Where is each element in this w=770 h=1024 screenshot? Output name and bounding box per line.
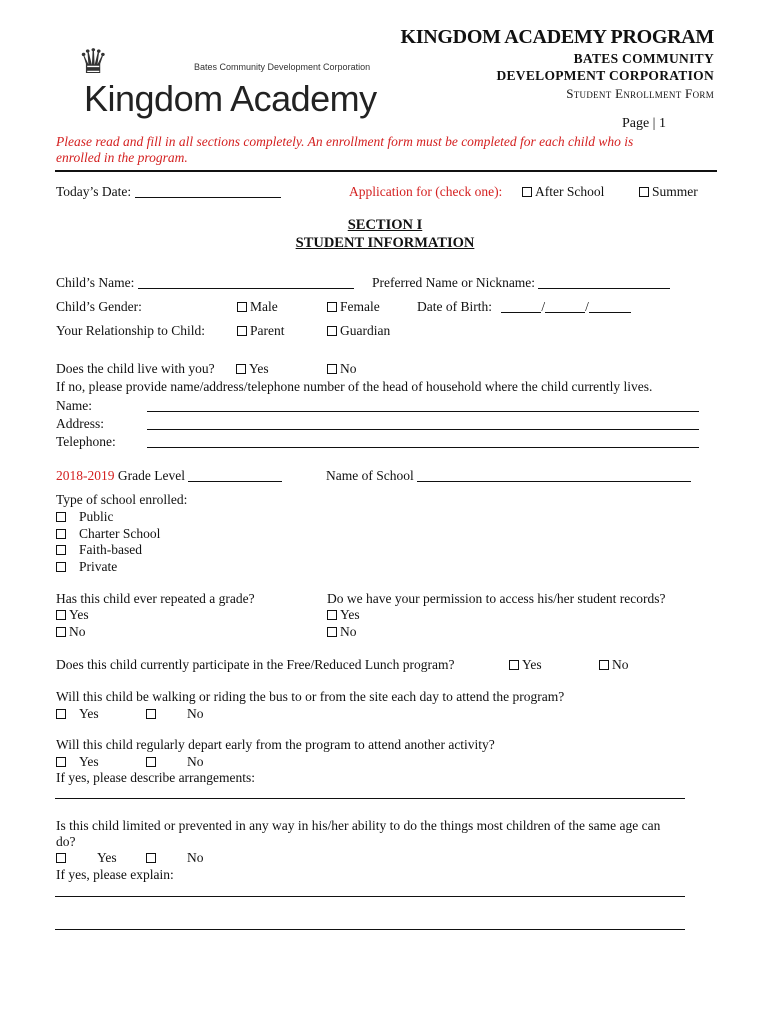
section-subtitle: STUDENT INFORMATION (295, 235, 475, 251)
gender-male-option[interactable] (237, 299, 278, 315)
live-with-you-label: Does the child live with you? (56, 361, 215, 376)
live-yes-label: Yes (249, 361, 269, 376)
preferred-name-row (372, 275, 670, 291)
lunch-no-option[interactable] (599, 657, 629, 673)
permission-records-question: Do we have your permission to access his/her student records? (327, 591, 666, 606)
school-type-label: Faith-based (79, 542, 142, 557)
depart-no-checkbox[interactable] (146, 757, 156, 767)
school-type-label: Charter School (79, 526, 161, 541)
preferred-name-field[interactable] (538, 276, 670, 289)
guardian-checkbox[interactable] (327, 326, 337, 336)
limited-yes-label: Yes (97, 850, 117, 865)
please-explain-label: If yes, please explain: (56, 867, 174, 882)
permission-no-option[interactable] (327, 624, 357, 640)
program-title: KINGDOM ACADEMY PROGRAM (400, 26, 714, 48)
lunch-no-label: No (612, 657, 629, 672)
repeated-yes-checkbox[interactable] (56, 610, 66, 620)
walking-bus-question: Will this child be walking or riding the bus to or from the site each day to attend the program? (56, 689, 565, 704)
grade-level-field[interactable] (188, 469, 282, 482)
live-yes-option[interactable] (236, 361, 269, 377)
walking-yes-label: Yes (79, 706, 99, 721)
hh-name-label: Name: (56, 398, 92, 413)
permission-yes-option[interactable] (327, 607, 360, 623)
walking-no-checkbox[interactable] (146, 709, 156, 719)
walking-yes-option[interactable] (56, 706, 99, 722)
dob-separator: / (585, 299, 589, 314)
school-type-checkbox[interactable] (56, 529, 66, 539)
parent-option[interactable] (237, 323, 285, 339)
summer-option[interactable] (639, 184, 698, 200)
page-number: Page | 1 (621, 116, 666, 131)
school-type-option[interactable] (56, 509, 114, 525)
instructions-line2: enrolled in the program. (56, 150, 188, 165)
parent-checkbox[interactable] (237, 326, 247, 336)
arrangements-field[interactable] (55, 798, 685, 799)
dob-month-field[interactable] (501, 300, 541, 313)
lunch-no-checkbox[interactable] (599, 660, 609, 670)
todays-date-label: Today’s Date: (56, 184, 132, 199)
permission-no-checkbox[interactable] (327, 627, 337, 637)
dob-day-field[interactable] (545, 300, 585, 313)
school-type-option[interactable] (56, 559, 117, 575)
instructions-line1: Please read and fill in all sections completely. An enrollment form must be completed for each child who is (56, 134, 634, 149)
limited-yes-checkbox[interactable] (56, 853, 66, 863)
org-name-line1: BATES COMMUNITY (573, 51, 714, 66)
school-name-field[interactable] (417, 469, 691, 482)
male-label: Male (250, 299, 278, 314)
depart-no-label: No (187, 754, 204, 769)
gender-female-option[interactable] (327, 299, 380, 315)
todays-date-field[interactable] (135, 185, 281, 198)
grade-level-label: Grade Level (117, 468, 185, 483)
form-name: Student Enrollment Form (566, 86, 714, 101)
limited-question-line2: do? (56, 834, 76, 849)
female-checkbox[interactable] (327, 302, 337, 312)
permission-yes-label: Yes (340, 607, 360, 622)
summer-checkbox[interactable] (639, 187, 649, 197)
org-name-line2: DEVELOPMENT CORPORATION (496, 68, 714, 83)
grade-level-row (56, 468, 282, 484)
after-school-label: After School (535, 184, 605, 199)
live-yes-checkbox[interactable] (236, 364, 246, 374)
school-type-label: Type of school enrolled: (56, 492, 188, 507)
head-household-text: If no, please provide name/address/telephone number of the head of household where the child currently lives. (56, 379, 653, 394)
hh-telephone-field[interactable] (147, 447, 699, 448)
school-type-checkbox[interactable] (56, 562, 66, 572)
after-school-option[interactable] (522, 184, 604, 200)
logo-crown-icon: ♛ (78, 44, 109, 81)
after-school-checkbox[interactable] (522, 187, 532, 197)
header-divider (55, 170, 717, 172)
dob-label: Date of Birth: (417, 299, 492, 314)
repeated-yes-label: Yes (69, 607, 89, 622)
permission-yes-checkbox[interactable] (327, 610, 337, 620)
section-title: SECTION I (347, 217, 423, 233)
explain-field[interactable] (55, 929, 685, 930)
repeated-yes-option[interactable] (56, 607, 89, 623)
school-type-checkbox[interactable] (56, 545, 66, 555)
depart-yes-label: Yes (79, 754, 99, 769)
depart-early-question: Will this child regularly depart early from the program to attend another activity? (56, 737, 495, 752)
depart-yes-checkbox[interactable] (56, 757, 66, 767)
explain-field[interactable] (55, 896, 685, 897)
male-checkbox[interactable] (237, 302, 247, 312)
live-no-option[interactable] (327, 361, 357, 377)
parent-label: Parent (250, 323, 285, 338)
repeated-no-checkbox[interactable] (56, 627, 66, 637)
limited-no-label: No (187, 850, 204, 865)
child-name-label: Child’s Name: (56, 275, 135, 290)
lunch-yes-label: Yes (522, 657, 542, 672)
female-label: Female (340, 299, 380, 314)
repeated-no-label: No (69, 624, 86, 639)
school-name-row (326, 468, 691, 484)
preferred-name-label: Preferred Name or Nickname: (372, 275, 536, 290)
child-name-field[interactable] (138, 276, 354, 289)
limited-question-line1: Is this child limited or prevented in any way in his/her ability to do the things most children of the same age can (56, 818, 661, 833)
todays-date-row (56, 184, 281, 200)
school-name-label: Name of School (326, 468, 414, 483)
child-gender-label: Child’s Gender: (56, 299, 142, 314)
guardian-option[interactable] (327, 323, 390, 339)
summer-label: Summer (652, 184, 698, 199)
limited-yes-option[interactable] (56, 850, 117, 866)
guardian-label: Guardian (340, 323, 391, 338)
depart-yes-option[interactable] (56, 754, 99, 770)
live-no-checkbox[interactable] (327, 364, 337, 374)
hh-address-field[interactable] (147, 429, 699, 430)
walking-yes-checkbox[interactable] (56, 709, 66, 719)
dob-year-field[interactable] (589, 300, 631, 313)
lunch-yes-option[interactable] (509, 657, 542, 673)
walking-no-label: No (187, 706, 204, 721)
limited-no-option[interactable] (146, 850, 204, 866)
school-type-label: Public (79, 509, 114, 524)
dob-separator: / (541, 299, 546, 314)
school-type-option[interactable] (56, 542, 142, 558)
depart-no-option[interactable] (146, 754, 204, 770)
school-type-checkbox[interactable] (56, 512, 66, 522)
school-type-label: Private (79, 559, 118, 574)
repeated-grade-question: Has this child ever repeated a grade? (56, 591, 255, 606)
dob-row (417, 299, 631, 315)
child-name-row (56, 275, 354, 291)
repeated-no-option[interactable] (56, 624, 86, 640)
hh-telephone-label: Telephone: (56, 434, 116, 449)
school-type-option[interactable] (56, 526, 160, 542)
relationship-label: Your Relationship to Child: (56, 323, 206, 338)
hh-address-label: Address: (56, 416, 104, 431)
live-no-label: No (340, 361, 357, 376)
walking-no-option[interactable] (146, 706, 204, 722)
limited-no-checkbox[interactable] (146, 853, 156, 863)
application-for-label: Application for (check one): (349, 184, 503, 199)
lunch-question: Does this child currently participate in the Free/Reduced Lunch program? (56, 657, 455, 672)
permission-no-label: No (340, 624, 357, 639)
hh-name-field[interactable] (147, 411, 699, 412)
describe-arrangements-label: If yes, please describe arrangements: (56, 770, 256, 785)
lunch-yes-checkbox[interactable] (509, 660, 519, 670)
logo-subtitle: Bates Community Development Corporation (194, 62, 371, 72)
logo-wordmark: Kingdom Academy (84, 78, 377, 119)
school-year: 2018-2019 (56, 468, 115, 483)
